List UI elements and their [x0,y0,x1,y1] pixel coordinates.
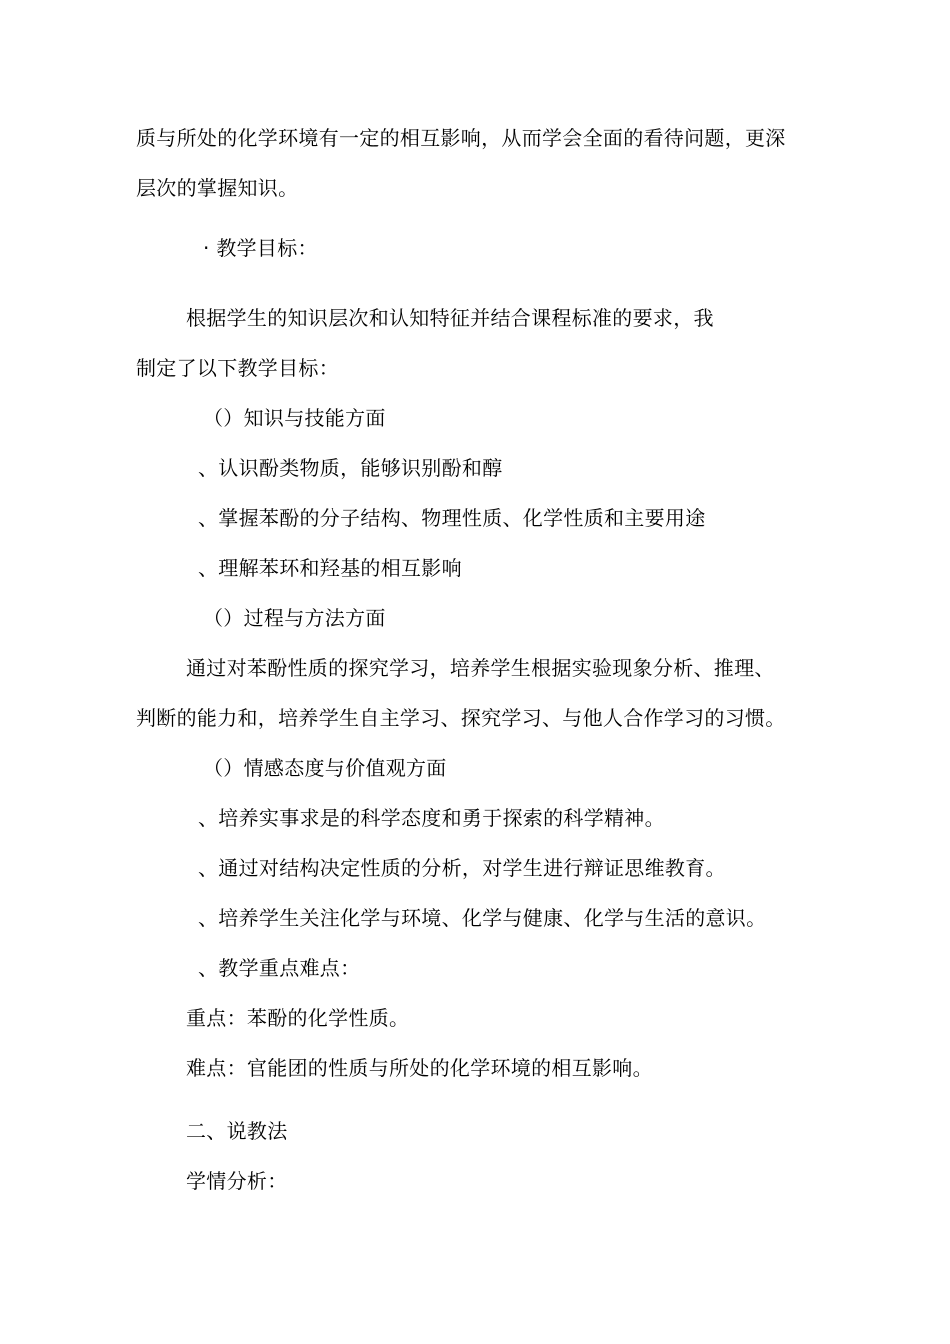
list-item: 、培养学生关注化学与环境、化学与健康、化学与生活的意识。 [198,906,767,930]
paragraph-line: 学情分析： [186,1169,288,1193]
paragraph-line: 通过对苯酚性质的探究学习，培养学生根据实验现象分析、推理、 [186,656,775,680]
section-heading: 二、说教法 [186,1119,288,1143]
paragraph-line: 判断的能力和，培养学生自主学习、探究学习、与他人合作学习的习惯。 [136,706,786,730]
list-item: 、理解苯环和羟基的相互影响 [198,556,462,580]
paragraph-line: 重点：苯酚的化学性质。 [186,1006,410,1030]
paragraph-line: 根据学生的知识层次和认知特征并结合课程标准的要求，我 [186,306,714,330]
list-item: 、通过对结构决定性质的分析，对学生进行辩证思维教育。 [198,856,726,880]
subsection-heading: （）过程与方法方面 [203,606,386,630]
paragraph-line: 质与所处的化学环境有一定的相互影响，从而学会全面的看待问题，更深 [136,126,786,150]
list-item: 、认识酚类物质，能够识别酚和醇 [198,456,503,480]
list-item: 、掌握苯酚的分子结构、物理性质、化学性质和主要用途 [198,506,706,530]
subsection-heading: （）知识与技能方面 [203,406,386,430]
section-heading: · 教学目标： [203,236,318,260]
subsection-heading: （）情感态度与价值观方面 [203,756,447,780]
paragraph-line: 层次的掌握知识。 [136,176,299,200]
list-item: 、培养实事求是的科学态度和勇于探索的科学精神。 [198,806,665,830]
paragraph-line: 难点：官能团的性质与所处的化学环境的相互影响。 [186,1056,653,1080]
list-item: 、教学重点难点： [198,956,361,980]
paragraph-line: 制定了以下教学目标： [136,356,339,380]
